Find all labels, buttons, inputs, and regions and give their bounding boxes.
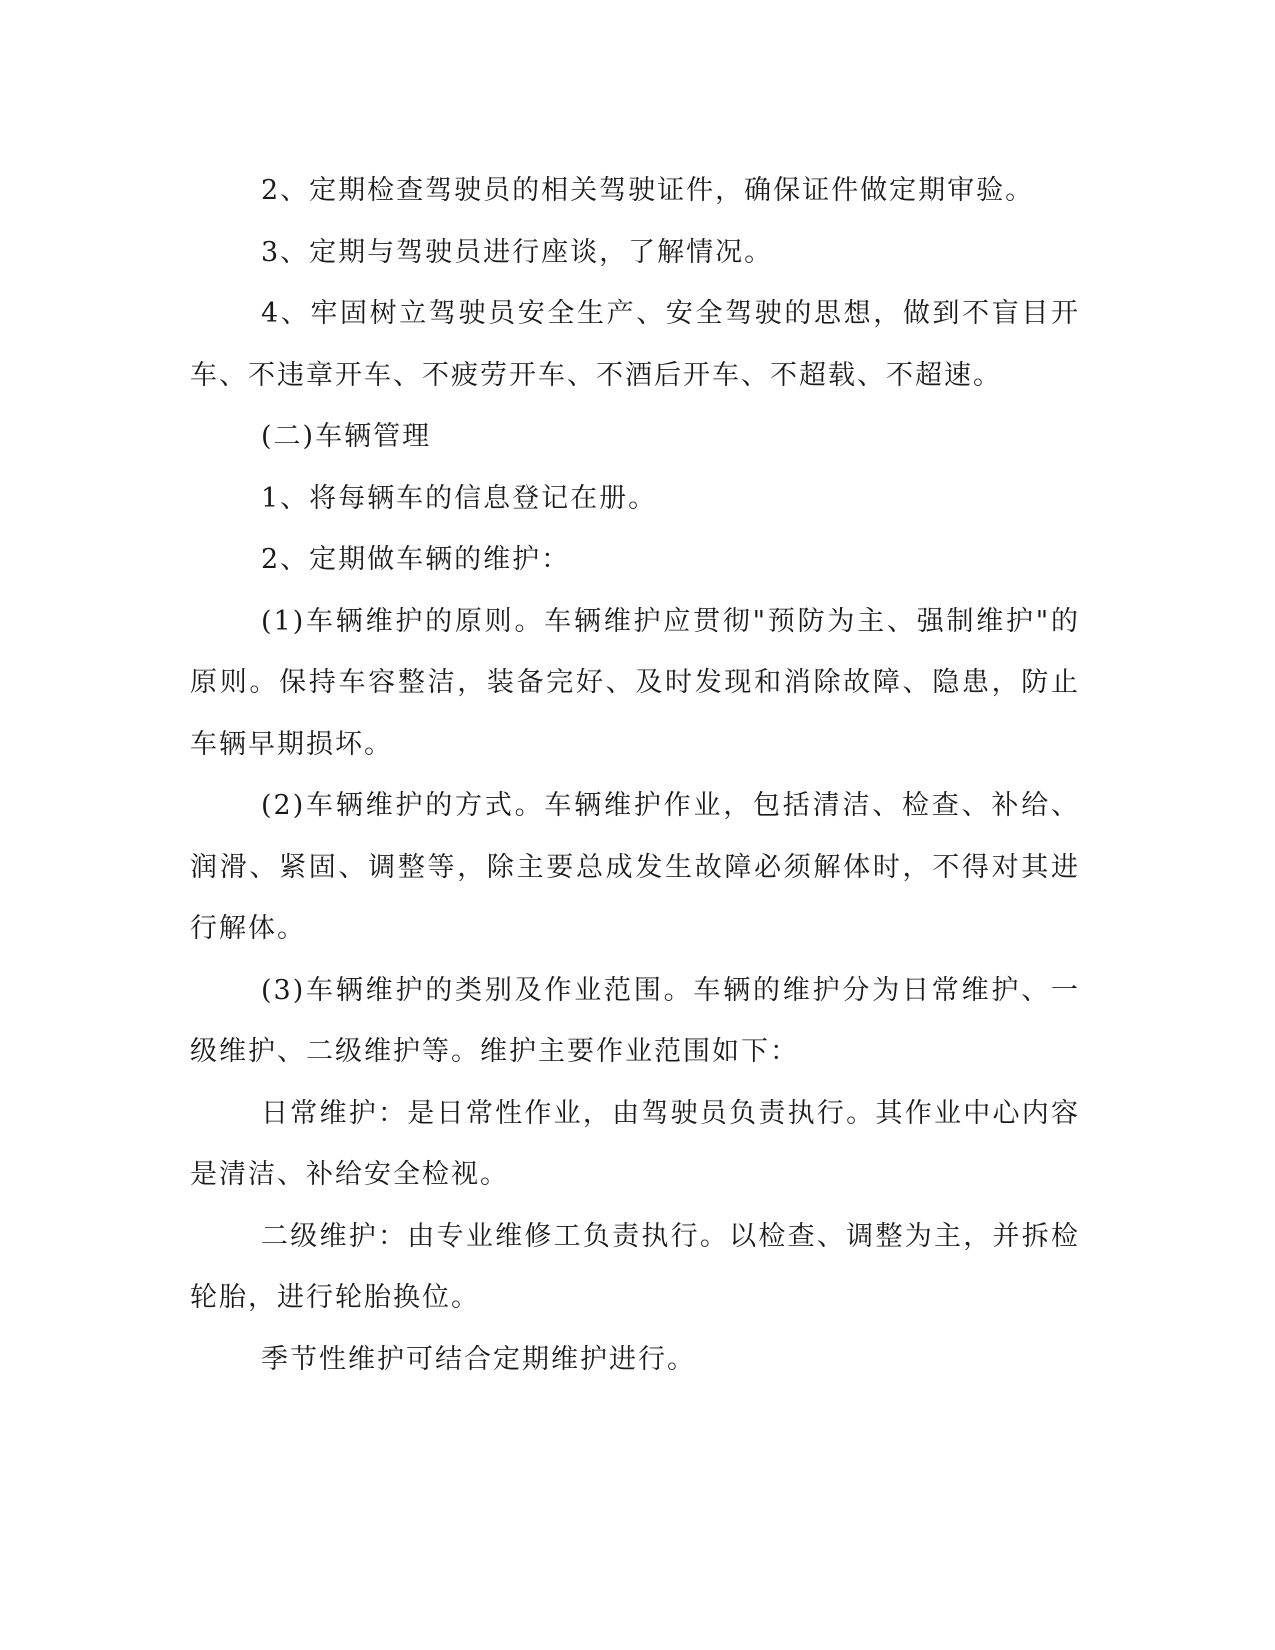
paragraph-driver-meeting: 3、定期与驾驶员进行座谈，了解情况。 bbox=[261, 236, 774, 268]
paragraph-vehicle-maintenance: 2、定期做车辆的维护： bbox=[261, 544, 571, 575]
paragraph-maintenance-categories: (3)车辆维护的类别及作业范围。车辆的维护分为日常维护、一级维护、二级维护等。维护主要作业范围如下： bbox=[190, 974, 1080, 1067]
document-body bbox=[190, 160, 1080, 1390]
paragraph-seasonal-maintenance: 季节性维护可结合定期维护进行。 bbox=[261, 1343, 696, 1375]
paragraph-daily-maintenance: 日常维护：是日常性作业，由驾驶员负责执行。其作业中心内容是清洁、补给安全检视。 bbox=[190, 1097, 1080, 1190]
paragraph-vehicle-registry: 1、将每辆车的信息登记在册。 bbox=[261, 482, 658, 514]
paragraph-maintenance-principle: (1)车辆维护的原则。车辆维护应贯彻"预防为主、强制维护"的原则。保持车容整洁，装备完好、及时发现和消除故障、隐患，防止车辆早期损坏。 bbox=[190, 605, 1080, 760]
paragraph-safety-awareness: 4、牢固树立驾驶员安全生产、安全驾驶的思想，做到不盲目开车、不违章开车、不疲劳开车、不酒后开车、不超载、不超速。 bbox=[190, 298, 1080, 391]
paragraph-maintenance-method: (2)车辆维护的方式。车辆维护作业，包括清洁、检查、补给、润滑、紧固、调整等，除主要总成发生故障必须解体时，不得对其进行解体。 bbox=[190, 790, 1080, 944]
paragraph-driver-license-check: 2、定期检查驾驶员的相关驾驶证件，确保证件做定期审验。 bbox=[261, 175, 1035, 206]
section-heading-vehicle-management: (二)车辆管理 bbox=[261, 421, 432, 452]
paragraph-second-level-maintenance: 二级维护：由专业维修工负责执行。以检查、调整为主，并拆检轮胎，进行轮胎换位。 bbox=[190, 1220, 1080, 1313]
